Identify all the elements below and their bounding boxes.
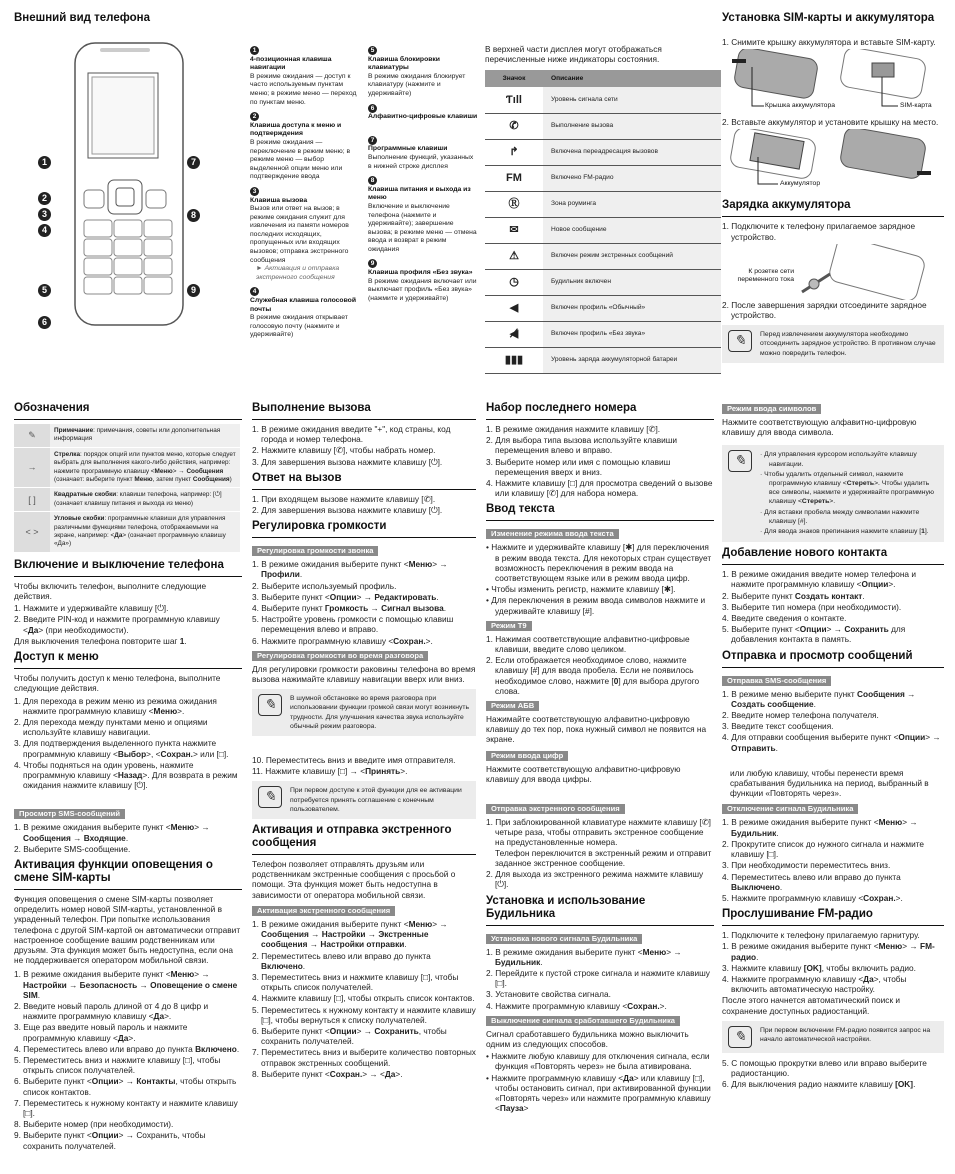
subsection-tag: Режим АБВ: [486, 701, 539, 711]
paragraph: Для регулировки громкости раковины телефона во время вызова нажимайте клавишу навигации вверх или вниз.: [252, 663, 476, 685]
sos-mode-icon: ⚠: [485, 243, 543, 269]
subsection-tag: Отключение сигнала Будильника: [722, 804, 858, 814]
status-intro: В верхней части дисплея могут отображаться перечисленные ниже индикаторы состояния.: [485, 44, 662, 65]
list-item: 4. Введите сведения о контакте.: [722, 613, 847, 624]
section-title: Активация и отправка экстренного сообщения: [252, 824, 476, 855]
steps-list: [486, 817, 714, 889]
new-message-icon: ✉: [485, 217, 543, 243]
key-title: Клавиша вызова: [250, 196, 308, 204]
note-box: [722, 445, 944, 542]
call-forwarding-icon: ↱: [485, 139, 543, 165]
note-icon: ✎: [728, 1026, 752, 1048]
status-table: [485, 70, 721, 374]
callout-7: 7: [187, 156, 200, 169]
roaming-icon: Ⓡ: [485, 191, 543, 217]
legend-row: [14, 512, 240, 553]
list-item: · Чтобы удалить отдельный символ, нажмите программную клавишу <Стереть>. Чтобы удалить все символы, нажмите и удерживайте программную клавишу <Стереть>.: [760, 470, 934, 506]
section-title: Внешний вид телефона: [14, 12, 151, 24]
column-3: [486, 397, 714, 1114]
table-row: [485, 87, 721, 113]
status-description: Включен профиль «Без звука»: [543, 321, 721, 347]
sim-insert-figure: [722, 49, 944, 113]
list-item: 1. В режиме ожидания выберите пункт <Меню> → FM-радио.: [722, 941, 935, 962]
list-item: 1. При заблокированной клавиатуре нажмите клавишу [✆] четыре раза, чтобы отправить экстренное сообщение на предустановленные номера. Телефон переключится в экстренный режим и отправит заданное экстренное сообщение.: [486, 817, 712, 868]
list-item: 3. Выберите пункт <Опции> → Редактировать.: [252, 591, 439, 602]
section-title: Установка SIM-карты и аккумулятора: [722, 12, 935, 24]
note-list: [760, 450, 938, 537]
key-title: Служебная клавиша голосовой почты: [250, 297, 356, 313]
list-item: 2. Переместитесь влево или вправо до пункта Включено.: [252, 950, 431, 971]
legend-symbol: →: [14, 447, 50, 488]
list-item: 9. Выберите пункт <Опции> → Сохранить, чтобы сохранить получателей.: [14, 1130, 206, 1151]
list-item: 2. Выберите SMS-сообщение.: [14, 843, 131, 854]
key-description: [368, 46, 478, 99]
list-item: 1. В режиме ожидания выберите пункт <Меню> → Профили.: [252, 559, 448, 580]
paragraph: Сигнал сработавшего будильника можно выключить одним из следующих способов.: [486, 1028, 689, 1049]
list-item: 6. Выберите пункт <Опции> → Контакты, чтобы открыть список контактов.: [14, 1076, 237, 1097]
list-item: 5. Нажмите программную клавишу <Сохран.>.: [722, 892, 903, 903]
callout-1: 1: [38, 156, 51, 169]
list-item: 1. При входящем вызове нажмите клавишу [✆].: [252, 493, 436, 504]
battery-label: Аккумулятор: [780, 180, 821, 188]
list-item: 1. Подключите к телефону прилагаемую гарнитуру.: [722, 930, 920, 941]
list-item: 1. Для перехода в режим меню из режима ожидания нажмите программную клавишу <Меню>.: [14, 695, 217, 716]
table-row: [485, 191, 721, 217]
steps-list: [14, 696, 242, 791]
list-item: 1. В режиме ожидания нажмите клавишу [✆].: [486, 424, 661, 434]
legend-text: Квадратные скобки: клавиши телефона, например: [⏻] (означает клавишу питания и выхода из меню): [50, 488, 240, 512]
normal-profile-icon: ◀: [485, 295, 543, 321]
legend-row: [14, 447, 240, 488]
key-description: [368, 259, 478, 303]
paragraph: Нажмите соответствующую алфавитно-цифровую клавишу для ввода символа.: [722, 417, 917, 438]
column-1: [14, 397, 242, 1152]
note-text: В шумной обстановке во время разговора при использовании функции громкой связи могут возникнуть трудности. Для улучшения качества звука используйте обычный режим разговора.: [290, 695, 470, 730]
note-box: [252, 781, 476, 819]
key-number: 9: [368, 259, 377, 268]
status-description: Будильник включен: [543, 269, 721, 295]
key-desc: В режиме ожидания включает или выключает профиль «Без звука» (нажмите и удерживайте): [368, 277, 477, 302]
steps-list: [252, 755, 476, 776]
key-number: 3: [250, 187, 259, 196]
key-title: Программные клавиши: [368, 145, 448, 153]
spacer: [14, 791, 242, 805]
status-description: Включен режим экстренных сообщений: [543, 243, 721, 269]
list-item: 2. Выберите используемый профиль.: [252, 580, 397, 591]
legend-row: [14, 488, 240, 512]
list-item: 3. Для завершения вызова нажмите клавишу [⏻].: [252, 456, 443, 467]
steps-list: [252, 559, 476, 646]
note-box: [252, 689, 476, 736]
spacer: [252, 741, 476, 755]
outlet-label: К розетке сети переменного тока: [732, 268, 794, 284]
list-item: 2. Введите номер телефона получателя.: [722, 710, 879, 721]
list-item: 1. В режиме ожидания выберите пункт <Меню> → Сообщения → Входящие.: [14, 822, 210, 843]
table-row: [485, 139, 721, 165]
table-row: [485, 269, 721, 295]
spacer: [486, 786, 714, 800]
steps-list: [486, 424, 714, 498]
section-title: Активация функции оповещения о смене SIM-карты: [14, 859, 242, 890]
key-number: 5: [368, 46, 377, 55]
list-item: 2. Перейдите к пустой строке сигнала и нажмите клавишу [□].: [486, 967, 710, 989]
key-descriptions-right: [368, 46, 478, 308]
section-title: Добавление нового контакта: [722, 547, 944, 565]
list-item: 5. Настройте уровень громкости с помощью клавиш перемещения влево и вправо.: [252, 614, 454, 635]
list-item: 1. Нажмите и удерживайте клавишу [⏻].: [14, 603, 169, 614]
status-description: Включена переадресация вызовов: [543, 139, 721, 165]
status-description: Новое сообщение: [543, 217, 721, 243]
steps-list: [14, 969, 242, 1150]
column-header: Описание: [543, 70, 721, 87]
key-descriptions-left: [250, 46, 364, 345]
list-item: 3. Нажмите клавишу [OK], чтобы включить радио.: [722, 962, 916, 973]
list-item: 7. Переместитесь вниз и выберите количество повторных отправок экстренных сообщений.: [252, 1047, 476, 1068]
call-in-progress-icon: ✆: [485, 113, 543, 139]
paragraph: Нажимайте соответствующую алфавитно-цифровую клавишу до тех пор, пока нужный символ не появится на экране.: [486, 714, 707, 745]
list-item: 7. Переместитесь к нужному контакту и нажмите клавишу [□].: [14, 1097, 238, 1118]
key-description: [250, 287, 364, 340]
list-item: 4. Для отправки сообщения выберите пункт <Опции> → Отправить.: [722, 732, 941, 753]
key-number: 1: [250, 46, 259, 55]
list-item: 5. Выберите пункт <Опции> → Сохранить для добавления контакта в память.: [722, 624, 906, 645]
status-description: Выполнение вызова: [543, 113, 721, 139]
list-item: · Для ввода знаков препинания нажмите клавишу [1].: [760, 528, 929, 536]
table-row: [485, 295, 721, 321]
steps-list: [252, 919, 476, 1079]
legend-text: Стрелка: порядок опций или пунктов меню, которые следует выбрать для выполнения какого-либо действия, например: нажмите программную клавишу <Меню> → Сообщения (означает: выберите пункт Меню, затем пункт Сообщения): [50, 447, 240, 488]
section-title: Отправка и просмотр сообщений: [722, 650, 944, 668]
list-item: 3. Еще раз введите новый пароль и нажмите программную клавишу <Да>.: [14, 1022, 188, 1043]
paragraph: Нажмите соответствующую алфавитно-цифровую клавишу для ввода цифры.: [486, 763, 681, 784]
battery-insert-figure: [722, 129, 944, 191]
subsection-tag: Отправка экстренного сообщения: [486, 804, 625, 814]
key-title: Клавиша профиля «Без звука»: [368, 269, 473, 277]
silent-profile-icon: ◀̸: [485, 321, 543, 347]
key-title: 4-позиционная клавиша навигации: [250, 55, 332, 72]
list-item: 3. Для подтверждения выделенного пункта нажмите программную клавишу <Выбор>, <Сохран.> или [□].: [14, 738, 229, 759]
key-desc: В режиме ожидания — переключение в режим меню; в режиме меню — выбор выделенной опции меню или подтверждение ввода: [250, 138, 351, 181]
key-number: 8: [368, 176, 377, 185]
legend-symbol: [ ]: [14, 488, 50, 512]
callout-6: 6: [38, 316, 51, 329]
section-title: Набор последнего номера: [486, 402, 714, 420]
key-title: Клавиша блокировки клавиатуры: [368, 55, 440, 72]
paragraph: Телефон позволяет отправлять друзьям или родственникам экстренные сообщения с просьбой о помощи. Эта функция может быть недоступна в зависимости от оператора мобильной связи.: [252, 859, 456, 900]
key-desc: В режиме ожидания блокирует клавиатуру (нажмите и удерживайте): [368, 72, 466, 97]
key-desc: Вызов или ответ на вызов; в режиме ожидания служит для извлечения из памяти номеров последних исходящих, пропущенных или входящих вызовов; отправка экстренного сообщения: [250, 205, 349, 264]
steps-list: [252, 424, 476, 467]
key-desc: Включение и выключение телефона (нажмите и удерживайте); завершение вызова; в режиме меню — отмена ввода и возврат в режим ожидания: [368, 202, 477, 253]
list-item: • Нажмите и удерживайте клавишу [✱] для переключения в режим ввода текста. Для некоторых стран существует возможность переключения в режим ввода на соответствующем языке или в режим ввода цифр.: [486, 542, 712, 584]
list-item: 2. Нажмите клавишу [✆], чтобы набрать номер.: [252, 445, 436, 456]
subsection-tag: Выключение сигнала сработавшего Будильника: [486, 1016, 680, 1026]
status-description: Включено FM-радио: [543, 165, 721, 191]
callout-8: 8: [187, 209, 200, 222]
column-2: [252, 397, 476, 1080]
charge-step-1: 1. Подключите к телефону прилагаемое зарядное устройство.: [722, 221, 916, 242]
steps-list: [486, 947, 714, 1011]
key-number: 2: [250, 112, 259, 121]
list-item: 1. В режиме ожидания выберите пункт <Меню> → Будильник.: [722, 817, 918, 838]
key-desc: В режиме ожидания — доступ к часто используемым пунктам меню; в режиме меню — переход по пунктам меню.: [250, 72, 357, 106]
list-item: 5. Переместитесь к нужному контакту и нажмите клавишу [□], чтобы вернуться к списку получателей.: [252, 1004, 476, 1025]
steps-list: [722, 817, 944, 903]
battery-cover-label: Крышка аккумулятора: [765, 102, 836, 110]
subsection-tag: Активация экстренного сообщения: [252, 906, 395, 916]
note-box: [722, 1021, 944, 1053]
list-item: 3. Переместитесь вниз и нажмите клавишу [□], чтобы открыть список получателей.: [252, 971, 459, 993]
note-icon: ✎: [728, 330, 752, 352]
list-item: 2. Введите новый пароль длиной от 4 до 8 цифр и нажмите программную клавишу <Да>.: [14, 1000, 209, 1022]
list-item: 2. Для перехода между пунктами меню и опциями используйте клавишу навигации.: [14, 716, 208, 738]
list-item: 4. Нажмите программную клавишу <Сохран.>.: [486, 1000, 667, 1011]
callout-2: 2: [38, 192, 51, 205]
list-item: 3. При необходимости переместитесь вниз.: [722, 860, 891, 871]
status-description: Уровень сигнала сети: [543, 87, 721, 113]
list-item: 2. Для выбора типа вызова используйте клавиши перемещения влево и вправо.: [486, 435, 678, 456]
paragraph: Чтобы получить доступ к меню телефона, выполните следующие действия.: [14, 673, 221, 694]
key-description: [368, 136, 478, 171]
key-title: Клавиша доступа к меню и подтверждения: [250, 121, 342, 138]
column-4: [722, 400, 944, 1090]
legend-row: [14, 424, 240, 447]
list-item: 3. Введите текст сообщения.: [722, 721, 834, 732]
list-item: 1. Нажимая соответствующие алфавитно-цифровые клавиши, введите слово целиком.: [486, 633, 690, 655]
list-item: 8. Выберите пункт <Сохран.> → <Да>.: [252, 1068, 403, 1079]
bullet-list: [486, 1051, 714, 1113]
note-box: [722, 325, 944, 363]
charger-figure: [722, 244, 944, 300]
callout-4: 4: [38, 224, 51, 237]
section-title: Ответ на вызов: [252, 472, 476, 490]
alarm-icon: ◷: [485, 269, 543, 295]
paragraph: Чтобы включить телефон, выполните следующие действия.: [14, 580, 207, 602]
legend-table: [14, 424, 240, 553]
key-title: Алфавитно-цифровые клавиши: [368, 113, 478, 121]
section-title: Выполнение вызова: [252, 402, 476, 420]
key-description: [250, 46, 364, 107]
subsection-tag: Отправка SMS-сообщения: [722, 676, 831, 686]
section-title: Установка и использование Будильника: [486, 895, 714, 926]
list-item: 4. Переместитесь влево или вправо до пункта Выключено.: [722, 871, 901, 892]
battery-icon: ▮▮▮: [485, 347, 543, 373]
key-number: 4: [250, 287, 259, 296]
key-description: [250, 187, 364, 283]
list-item: 10. Переместитесь вниз и введите имя отправителя.: [252, 755, 456, 766]
status-indicators: [485, 44, 721, 374]
table-row: [485, 165, 721, 191]
note-text: Перед извлечением аккумулятора необходимо отсоединить зарядное устройство. В противном случае можно повредить телефон.: [760, 331, 936, 357]
legend-text: Угловые скобки: программные клавиши для управления различными функциями телефона, отображаемыми на экране, например: <Да> (означает программную клавишу «Да»): [50, 512, 240, 553]
note-icon: ✎: [258, 786, 282, 808]
list-item: 2. Если отображается необходимое слово, нажмите клавишу [#] для ввода пробела. Если не появилось необходимое слово, нажмите [0] для выбора другого слова.: [486, 655, 700, 696]
key-description: [368, 104, 478, 122]
callout-5: 5: [38, 284, 51, 297]
table-row: [485, 217, 721, 243]
note-text: При первом доступе к этой функции для ее активации потребуется принять соглашение с конечным пользователем.: [290, 787, 462, 813]
steps-list: [14, 822, 242, 854]
list-item: • Чтобы изменить регистр, нажмите клавишу [✱].: [486, 584, 676, 595]
legend-symbol: ✎: [14, 424, 50, 447]
paragraph: или любую клавишу, чтобы перенести время срабатывания будильника на период, выбранный в функции «Повторять через».: [730, 767, 929, 799]
paragraph: Для выключения телефона повторите шаг 1.: [14, 635, 187, 646]
steps-list: [722, 930, 944, 994]
table-row: [485, 243, 721, 269]
list-item: 1. В режиме ожидания введите "+", код страны, код города и номер телефона.: [252, 424, 451, 445]
subsection-tag: Просмотр SMS-сообщений: [14, 809, 125, 819]
list-item: 2. Введите PIN-код и нажмите программную клавишу <Да> (при необходимости).: [14, 614, 220, 635]
key-desc: В режиме ожидания открывает голосовую почту (нажмите и удерживайте): [250, 314, 348, 339]
section-title: Включение и выключение телефона: [14, 559, 242, 577]
table-row: [485, 113, 721, 139]
list-item: 6. Выберите пункт <Опции> → Сохранить, чтобы сохранить получателей.: [252, 1025, 447, 1047]
list-item: 1. В режиме ожидания выберите пункт <Меню> → Будильник.: [486, 946, 682, 967]
list-item: 6. Для выключения радио нажмите клавишу [OK].: [722, 1079, 916, 1090]
steps-list: [722, 1058, 944, 1090]
list-item: 8. Выберите номер (при необходимости).: [14, 1119, 174, 1130]
key-description: [368, 176, 478, 254]
list-item: 1. В режиме ожидания выберите пункт <Меню> → Настройки → Безопасность → Оповещение о смене SIM.: [14, 969, 238, 1000]
sim-card-label: SIM-карта: [900, 102, 932, 110]
list-item: • Нажмите программную клавишу <Да> или клавишу [□], чтобы остановить сигнал, при активированной функции «Повторять через» или нажмите программную клавишу <Пауза>: [486, 1072, 711, 1114]
fm-radio-icon: FM: [485, 165, 543, 191]
subsection-tag: Режим ввода символов: [722, 404, 821, 414]
section-title: Ввод текста: [486, 503, 714, 521]
list-item: · Для вставки пробела между символами нажмите клавишу [#].: [760, 508, 920, 525]
sim-step-1: 1. Снимите крышку аккумулятора и вставьте SIM-карту.: [722, 37, 936, 47]
steps-list: [14, 603, 242, 635]
spacer: [722, 754, 944, 768]
list-item: 2. Для выхода из экстренного режима нажмите клавишу [⏻].: [486, 869, 704, 890]
list-item: 2. Для завершения вызова нажмите клавишу [⏻].: [252, 505, 443, 516]
bullet-list: [486, 542, 714, 615]
subsection-tag: Изменение режима ввода текста: [486, 529, 619, 539]
section-title: Регулировка громкости: [252, 520, 476, 538]
steps-list: [252, 494, 476, 515]
list-item: 11. Нажмите клавишу [□] → <Принять>.: [252, 766, 408, 777]
paragraph: После этого начнется автоматический поиск и сохранение доступных радиостанций.: [722, 995, 901, 1016]
section-title: Обозначения: [14, 402, 242, 420]
charge-step-2: 2. После завершения зарядки отсоедините зарядное устройство.: [722, 299, 927, 321]
note-text: При первом включении FM-радио появится запрос на начало автоматической настройки.: [760, 1026, 931, 1043]
appearance-section: [14, 12, 244, 25]
section-title: Прослушивание FM-радио: [722, 908, 944, 926]
note-icon: ✎: [258, 694, 282, 716]
section-title: Зарядка аккумулятора: [722, 199, 944, 217]
battery-insert-illustration: [722, 129, 944, 191]
key-desc: Выполнение функций, указанных в нижней строке дисплея: [368, 153, 474, 170]
list-item: 6. Нажмите программную клавишу <Сохран.>.: [252, 635, 433, 646]
table-row: [485, 347, 721, 373]
list-item: 4. Нажмите клавишу [□], чтобы открыть список контактов.: [252, 993, 475, 1004]
steps-list: [486, 634, 714, 696]
callout-3: 3: [38, 208, 51, 221]
callout-9: 9: [187, 284, 200, 297]
list-item: 4. Чтобы подняться на один уровень, нажмите программную клавишу <Назад>. Для возврата в режим ожидания нажмите клавишу [⏻].: [14, 759, 238, 791]
sim-section: [722, 12, 944, 368]
column-header: Значок: [485, 70, 543, 87]
section-title: Доступ к меню: [14, 651, 242, 669]
phone-illustration: [70, 40, 190, 330]
list-item: 4. Переместитесь влево или вправо до пункта Включено.: [14, 1043, 240, 1054]
key-description: [250, 112, 364, 182]
list-item: 1. В режиме ожидания введите номер телефона и нажмите программную клавишу <Опции>.: [722, 569, 916, 590]
status-description: Зона роуминга: [543, 191, 721, 217]
subsection-tag: Регулировка громкости звонка: [252, 546, 378, 556]
list-item: 4. Выберите пункт Громкость → Сигнал вызова.: [252, 603, 446, 614]
status-description: Уровень заряда аккумуляторной батареи: [543, 347, 721, 373]
list-item: 4. Нажмите клавишу [□] для просмотра сведений о вызове или клавишу [✆] для набора номера.: [486, 478, 713, 499]
subsection-tag: Режим T9: [486, 621, 532, 631]
sim-step-2: 2. Вставьте аккумулятор и установите крышку на место.: [722, 117, 939, 128]
list-item: · Для управления курсором используйте клавишу навигации.: [760, 451, 917, 468]
key-number: 6: [368, 104, 377, 113]
list-item: 4. Нажмите программную клавишу <Да>, чтобы включить автоматическую настройку.: [722, 973, 907, 995]
list-item: 2. Выберите пункт Создать контакт.: [722, 590, 865, 601]
list-item: • Для переключения в режим ввода символов нажмите и удерживайте клавишу [#].: [486, 595, 706, 616]
signal-strength-icon: Ƭıll: [485, 87, 543, 113]
list-item: 5. Переместитесь вниз и нажмите клавишу [□], чтобы открыть список получателей.: [14, 1054, 221, 1076]
list-item: 2. Прокрутите список до нужного сигнала и нажмите клавишу [□].: [722, 838, 925, 860]
status-description: Включен профиль «Обычный»: [543, 295, 721, 321]
table-row: [485, 321, 721, 347]
legend-text: Примечание: примечания, советы или дополнительная информация: [50, 424, 240, 447]
list-item: • Нажмите любую клавишу для отключения сигнала, если функция «Повторять через» не была ативирована.: [486, 1051, 710, 1072]
list-item: 3. Установите свойства сигнала.: [486, 989, 611, 1000]
key-reference: ► Активация и отправка экстренного сообщения: [256, 265, 340, 281]
note-icon: ✎: [728, 450, 752, 472]
list-item: 1. В режиме ожидания выберите пункт <Меню> → Сообщения → Настройки → Экстренные сообщения → Настройки отправки.: [252, 918, 448, 950]
steps-list: [722, 569, 944, 644]
list-item: 5. С помощью прокрутки влево или вправо выберите радиостанцию.: [722, 1057, 927, 1078]
subsection-tag: Режим ввода цифр: [486, 751, 568, 761]
list-item: 1. В режиме меню выберите пункт Сообщения → Создать сообщение.: [722, 688, 916, 709]
subsection-tag: Установка нового сигнала Будильника: [486, 934, 642, 944]
steps-list: [722, 689, 944, 753]
paragraph: Функция оповещения о смене SIM-карты позволяет определить номер новой SIM-карты, установленной в украденный телефон. При попытке использования телефона с другой SIM-картой он автоматически отправит настроенное сообщение вашим родственникам или друзьям. Эта функция может быть недоступна, если она не поддерживается оператором мобильной связи.: [14, 893, 241, 966]
legend-symbol: < >: [14, 512, 50, 553]
list-item: 3. Выберите тип номера (при необходимости).: [722, 601, 902, 612]
list-item: 3. Выберите номер или имя с помощью клавиш перемещения вверх и вниз.: [486, 456, 671, 477]
key-title: Клавиша питания и выхода из меню: [368, 185, 471, 202]
subsection-tag: Регулировка громкости во время разговора: [252, 651, 428, 661]
key-number: 7: [368, 136, 377, 145]
